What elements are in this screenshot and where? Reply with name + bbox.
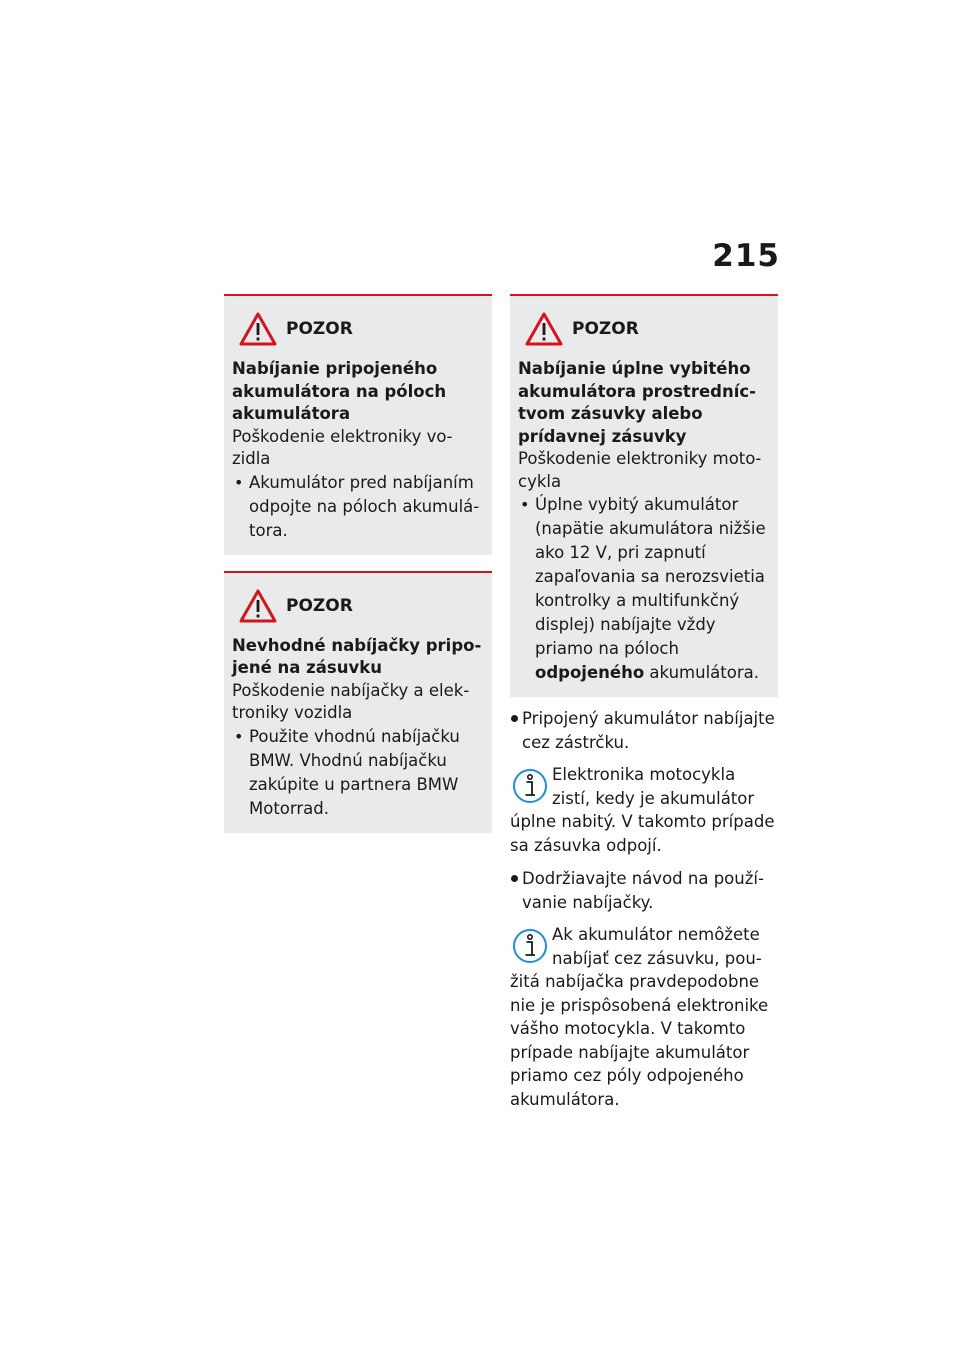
warning-action: • Použite vhodnú nabíjačku BMW. Vhodnú nabíjačku zakúpite u partnera BMW Motorrad. <box>232 725 482 821</box>
warning-action-text: Úplne vybitý akumulátor (napätie akumulátora nižšie ako 12 V, pri zapnutí zapaľovania sa nerozsvietia kontrolky a multifunkčný displej) nabíjajte vždy priamo na póloch <box>535 495 766 658</box>
warning-action <box>518 493 768 685</box>
warning-subject: Nevhodné nabíjačky pripojené na zásuvku <box>232 635 482 677</box>
warning-title: POZOR <box>572 319 639 339</box>
info-note-text: Elektronika motocykla zistí, kedy je akumulátor úplne nabitý. V takomto prípade sa zásuvka odpojí. <box>510 765 775 855</box>
warning-header <box>232 310 482 348</box>
right-column <box>510 294 778 1111</box>
warning-action-list <box>232 725 482 821</box>
info-icon <box>510 925 548 967</box>
page-number: 215 <box>712 238 780 274</box>
step-text: Dodržiavajte návod na používanie nabíjačky. <box>510 867 778 915</box>
warning-action-list <box>232 471 482 543</box>
warning-box <box>224 571 492 833</box>
warning-triangle-icon <box>238 588 278 624</box>
info-note-text: Ak akumulátor nemôžete nabíjať cez zásuvku, použitá nabíjačka pravdepodobne nie je prispôsobená elektronike vášho motocykla. V takomto prípade nabíjajte akumulátor priamo cez póly odpojeného akumulátora. <box>510 925 769 1109</box>
warning-action-text-end: akumulátora. <box>644 663 759 682</box>
info-icon <box>510 765 548 807</box>
step-text: Pripojený akumulátor nabíjajte cez zástrčku. <box>510 707 778 755</box>
warning-title: POZOR <box>286 595 353 616</box>
warning-header <box>232 587 482 625</box>
info-note <box>510 923 778 1111</box>
instruction-step <box>510 867 778 915</box>
warning-consequence: Poškodenie elektroniky motocykla <box>518 449 762 491</box>
warning-consequence: Poškodenie nabíjačky a elektroniky vozidla <box>232 680 470 722</box>
warning-action-emphasis: odpojeného <box>535 663 645 682</box>
warning-consequence: Poškodenie elektroniky vozidla <box>232 426 453 468</box>
info-note <box>510 763 778 857</box>
warning-title: POZOR <box>286 319 353 339</box>
warning-box <box>510 294 778 697</box>
warning-action: • Akumulátor pred nabíjaním odpojte na póloch akumulátora. <box>232 471 482 543</box>
warning-triangle-icon <box>524 311 564 347</box>
warning-action-list <box>518 493 768 685</box>
warning-box <box>224 294 492 555</box>
left-column <box>224 294 492 833</box>
instruction-step <box>510 707 778 755</box>
warning-triangle-icon <box>238 311 278 347</box>
warning-subject: Nabíjanie úplne vybitého akumulátora prostredníctvom zásuvky alebo prídavnej zásuvky <box>518 359 756 446</box>
warning-subject: Nabíjanie pripojeného akumulátora na póloch akumulátora <box>232 359 447 423</box>
warning-header <box>518 310 768 348</box>
